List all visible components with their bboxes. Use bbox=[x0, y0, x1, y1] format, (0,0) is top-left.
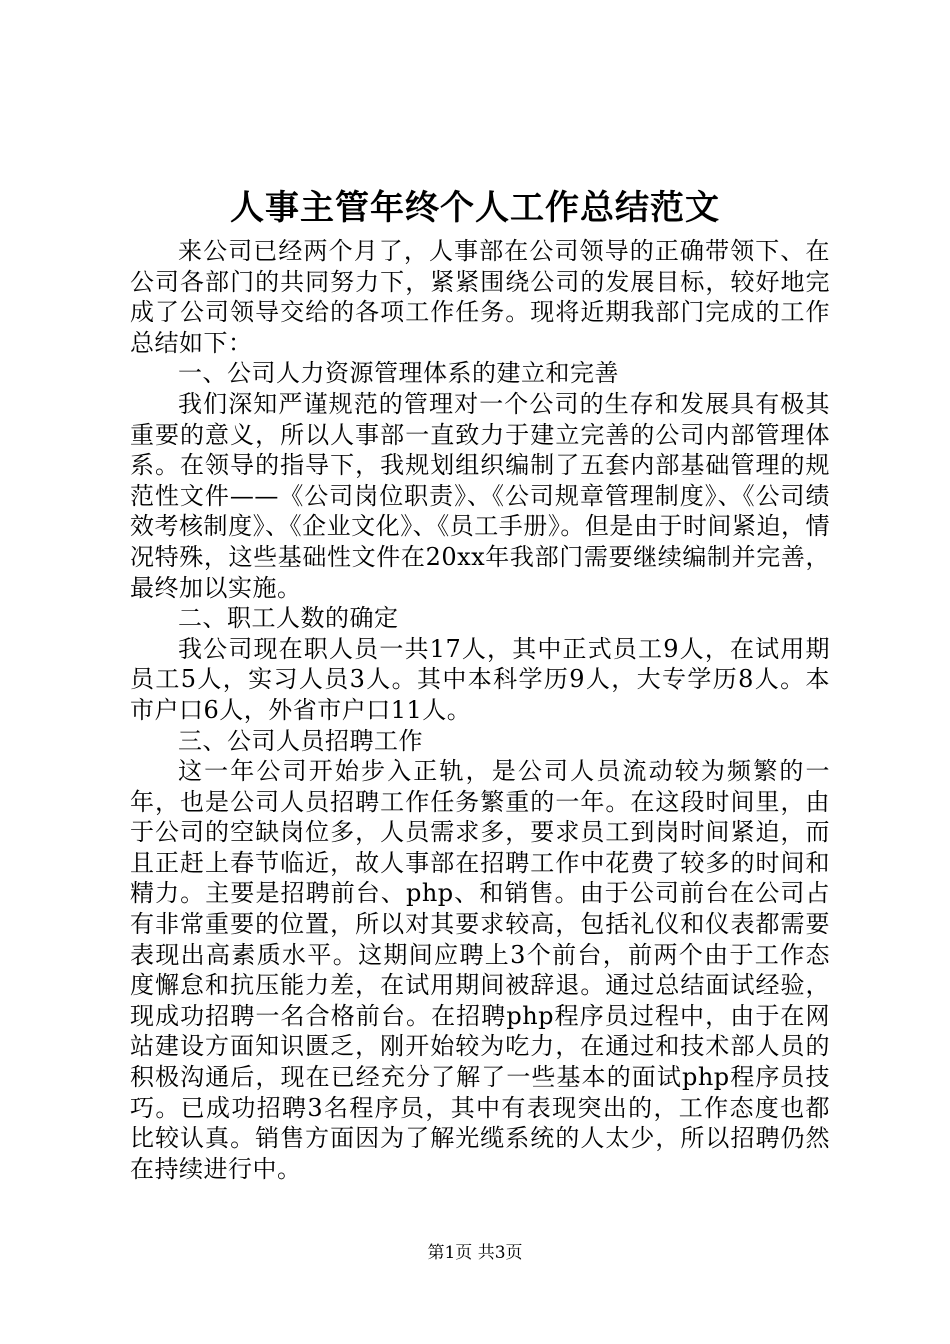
section-heading-2: 二、职工人数的确定 bbox=[178, 604, 399, 633]
page-number-footer: 第1页 共3页 bbox=[427, 1243, 523, 1263]
paragraph-section-2: 我公司现在职人员一共17人，其中正式员工9人，在试用期员工5人，实习人员3人。其中本科学历9人，大专学历8人。本市户口6人，外省市户口11人。 bbox=[130, 634, 830, 724]
paragraph-intro: 来公司已经两个月了，人事部在公司领导的正确带领下、在公司各部门的共同努力下，紧紧围绕公司的发展目标，较好地完成了公司领导交给的各项工作任务。现将近期我部门完成的工作总结如下： bbox=[130, 237, 830, 357]
paragraph-section-1: 我们深知严谨规范的管理对一个公司的生存和发展具有极其重要的意义，所以人事部一直致力于建立完善的公司内部管理体系。在领导的指导下，我规划组织编制了五套内部基础管理的规范性文件——《公司岗位职责》、《公司规章管理制度》、《公司绩效考核制度》、《企业文化》、《员工手册》。但是由于时间紧迫，情况特殊，这些基础性文件在20xx年我部门需要继续编制并完善，最终加以实施。 bbox=[130, 389, 830, 602]
document-title: 人事主管年终个人工作总结范文 bbox=[230, 188, 720, 228]
document-body bbox=[130, 236, 830, 1184]
section-heading-1: 一、公司人力资源管理体系的建立和完善 bbox=[178, 359, 619, 388]
paragraph-section-3: 这一年公司开始步入正轨，是公司人员流动较为频繁的一年，也是公司人员招聘工作任务繁重的一年。在这段时间里，由于公司的空缺岗位多，人员需求多，要求员工到岗时间紧迫，而且正赶上春节临近，故人事部在招聘工作中花费了较多的时间和精力。主要是招聘前台、php、和销售。由于公司前台在公司占有非常重要的位置，所以对其要求较高，包括礼仪和仪表都需要表现出高素质水平。这期间应聘上3个前台，前两个由于工作态度懈怠和抗压能力差，在试用期间被辞退。通过总结面试经验，现成功招聘一名合格前台。在招聘php程序员过程中，由于在网站建设方面知识匮乏，刚开始较为吃力，在通过和技术部人员的积极沟通后，现在已经充分了解了一些基本的面试php程序员技巧。已成功招聘3名程序员，其中有表现突出的，工作态度也都比较认真。销售方面因为了解光缆系统的人太少，所以招聘仍然在持续进行中。 bbox=[130, 757, 830, 1183]
section-heading-3: 三、公司人员招聘工作 bbox=[178, 726, 423, 755]
